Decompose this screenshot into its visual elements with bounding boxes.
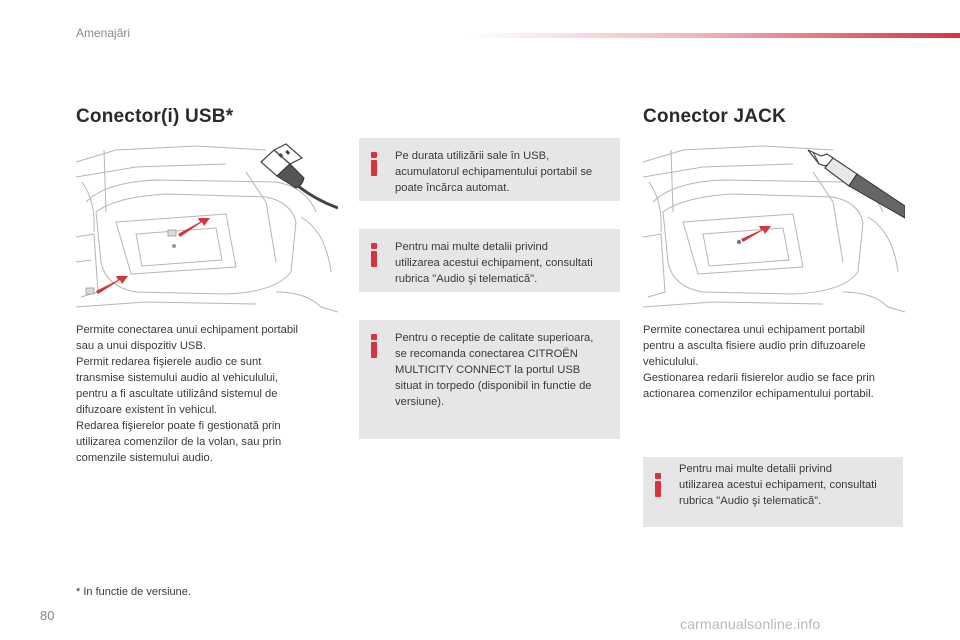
usb-heading: Conector(i) USB*: [76, 106, 234, 127]
usb-desc-line: Redarea fişierelor poate fi gestionată prin: [76, 420, 281, 432]
usb-desc-line: transmise sistemului audio al vehiculului,: [76, 372, 279, 384]
info-note-text: Pentru mai multe detalii privind utilizarea acestui echipament, consultati rubrica "Audio şi telematică".: [395, 241, 593, 285]
info-note-text: Pe durata utilizării sale în USB, acumulatorul echipamentului portabil se poate încărca automat.: [395, 150, 593, 194]
info-icon: [369, 334, 379, 358]
page-number: 80: [40, 608, 55, 623]
info-note-jack-audio-telematics: [643, 457, 903, 527]
usb-description: [76, 322, 338, 466]
info-note-charging: [359, 138, 620, 201]
info-note-audio-telematics: [359, 229, 620, 292]
usb-desc-line: sau a unui dispozitiv USB.: [76, 340, 206, 352]
jack-desc-line: Gestionarea redarii fisierelor audio se face prin: [643, 372, 875, 384]
jack-heading: Conector JACK: [643, 106, 787, 127]
jack-desc-line: pentru a asculta fisiere audio prin difuzoarele: [643, 340, 866, 352]
jack-desc-line: vehiculului.: [643, 356, 699, 368]
info-note-text: Pentru mai multe detalii privind utilizarea acestui echipament, consultati rubrica "Audio şi telematică".: [679, 463, 877, 507]
usb-desc-line: comenzile sistemului audio.: [76, 452, 213, 464]
usb-illustration: [76, 142, 338, 318]
jack-desc-line: Permite conectarea unui echipament portabil: [643, 324, 866, 336]
usb-desc-line: pentru a fi ascultate utilizând sistemul de: [76, 388, 278, 400]
jack-illustration: [643, 142, 905, 318]
usb-desc-line: Permite conectarea unui echipament portabil: [76, 324, 299, 336]
footnote: * In functie de versiune.: [76, 586, 191, 598]
watermark: carmanualsonline.info: [680, 616, 821, 632]
header-accent-bar: [470, 33, 960, 38]
usb-desc-line: difuzoare existent în vehicul.: [76, 404, 218, 416]
usb-desc-line: Permit redarea fişierele audio ce sunt: [76, 356, 262, 368]
jack-description: [643, 322, 905, 402]
info-icon: [369, 152, 379, 176]
info-icon: [653, 473, 663, 497]
info-note-multicity: [359, 320, 620, 439]
section-label: Amenajări: [76, 26, 131, 40]
info-icon: [369, 243, 379, 267]
usb-desc-line: utilizarea comenzilor de la volan, sau prin: [76, 436, 282, 448]
jack-desc-line: actionarea comenzilor echipamentului portabil.: [643, 388, 874, 400]
info-note-text: Pentru o receptie de calitate superioara, se recomanda conectarea CITROËN MULTICITY CONNECT la portul USB situat in torpedo (disponibil in functie de versiune).: [395, 332, 594, 408]
